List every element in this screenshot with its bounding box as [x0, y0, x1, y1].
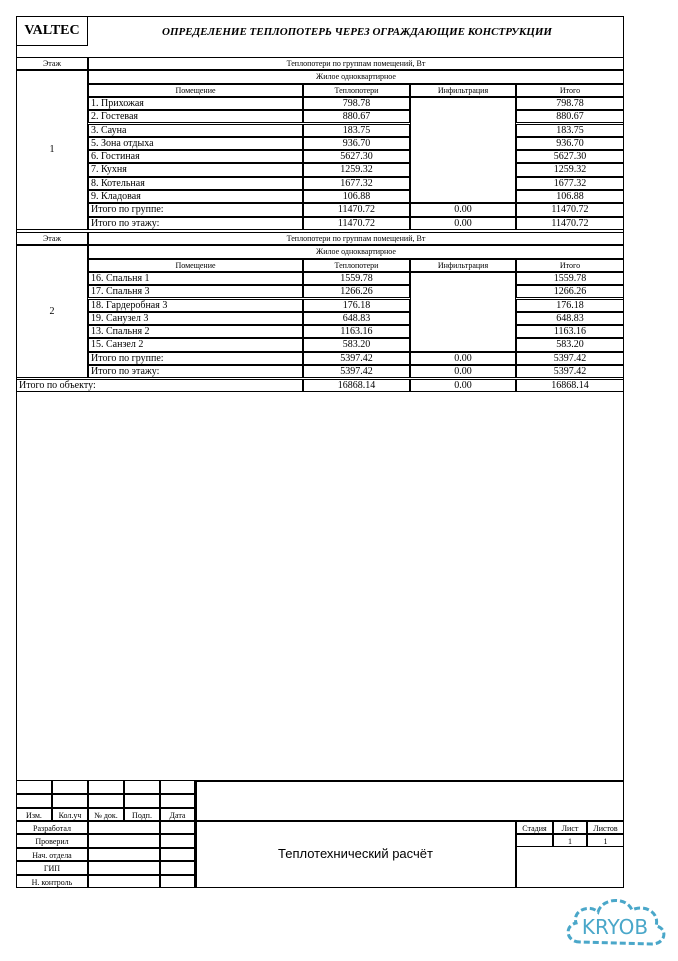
- room-name: 5. Зона отдыха: [88, 137, 303, 150]
- sheet-label: Лист: [553, 821, 587, 834]
- stamp-role: ГИП: [16, 861, 88, 874]
- floor-total-infiltration: 0.00: [410, 365, 516, 378]
- revision-cell: [16, 794, 52, 808]
- stamp-column-header: Подп.: [124, 808, 160, 821]
- stamp-role: Проверил: [16, 834, 88, 847]
- column-header-infiltration: Инфильтрация: [410, 259, 516, 272]
- room-total: 583.20: [516, 338, 624, 351]
- stamp-sign-cell: [160, 875, 195, 888]
- column-header-room: Помещение: [88, 259, 303, 272]
- stamp-left-divider: [195, 780, 197, 888]
- floor-label: Этаж: [16, 57, 88, 70]
- infiltration-merged-cell: [410, 97, 516, 203]
- stamp-name-cell: [88, 821, 160, 834]
- stage-label: Стадия: [516, 821, 553, 834]
- group-total-loss: 11470.72: [303, 203, 410, 216]
- room-heat-loss: 1163.16: [303, 325, 410, 338]
- document-title: ОПРЕДЕЛЕНИЕ ТЕПЛОПОТЕРЬ ЧЕРЕЗ ОГРАЖДАЮЩИЕ КОНСТРУКЦИИ: [162, 26, 552, 38]
- room-total: 5627.30: [516, 150, 624, 163]
- document-name: Теплотехнический расчёт: [278, 846, 433, 861]
- room-total: 1266.26: [516, 285, 624, 298]
- floor-total-infiltration: 0.00: [410, 217, 516, 230]
- room-heat-loss: 176.18: [303, 299, 410, 312]
- room-name: 1. Прихожая: [88, 97, 303, 110]
- room-name: 16. Спальня 1: [88, 272, 303, 285]
- stamp-role: Н. контроль: [16, 875, 88, 888]
- group-total-infiltration: 0.00: [410, 352, 516, 365]
- room-heat-loss: 1266.26: [303, 285, 410, 298]
- floor-number: 1: [16, 70, 88, 230]
- room-heat-loss: 1677.32: [303, 177, 410, 190]
- floor-label: Этаж: [16, 232, 88, 245]
- room-heat-loss: 583.20: [303, 338, 410, 351]
- column-header-loss: Теплопотери: [303, 84, 410, 97]
- revision-cell: [124, 780, 160, 794]
- sheets-value: 1: [587, 834, 624, 847]
- room-total: 1259.32: [516, 163, 624, 176]
- group-total-infiltration: 0.00: [410, 203, 516, 216]
- group-total-loss: 5397.42: [303, 352, 410, 365]
- object-total-infiltration: 0.00: [410, 379, 516, 392]
- room-heat-loss: 5627.30: [303, 150, 410, 163]
- object-total-total: 16868.14: [516, 379, 624, 392]
- stamp-name-cell: [88, 834, 160, 847]
- room-name: 9. Кладовая: [88, 190, 303, 203]
- stamp-sign-cell: [160, 821, 195, 834]
- revision-cell: [52, 780, 88, 794]
- group-total-total: 5397.42: [516, 352, 624, 365]
- stamp-name-cell: [88, 848, 160, 861]
- room-total: 183.75: [516, 124, 624, 137]
- room-name: 2. Гостевая: [88, 110, 303, 123]
- column-header-infiltration: Инфильтрация: [410, 84, 516, 97]
- object-total-loss: 16868.14: [303, 379, 410, 392]
- column-header-total: Итого: [516, 259, 624, 272]
- group-total-total: 11470.72: [516, 203, 624, 216]
- floor-number: 2: [16, 245, 88, 378]
- room-name: 17. Спальня 3: [88, 285, 303, 298]
- room-total: 936.70: [516, 137, 624, 150]
- floor-total-total: 11470.72: [516, 217, 624, 230]
- room-total: 798.78: [516, 97, 624, 110]
- room-heat-loss: 798.78: [303, 97, 410, 110]
- room-heat-loss: 1559.78: [303, 272, 410, 285]
- stamp-sign-cell: [160, 861, 195, 874]
- revision-cell: [52, 794, 88, 808]
- room-total: 1163.16: [516, 325, 624, 338]
- floor-total-loss: 11470.72: [303, 217, 410, 230]
- floor-total-label: Итого по этажу:: [88, 365, 303, 378]
- room-name: 7. Кухня: [88, 163, 303, 176]
- room-heat-loss: 183.75: [303, 124, 410, 137]
- sheets-label: Листов: [587, 821, 624, 834]
- column-header-loss: Теплопотери: [303, 259, 410, 272]
- room-total: 648.83: [516, 312, 624, 325]
- stamp-sign-cell: [160, 848, 195, 861]
- sheet-value: 1: [553, 834, 587, 847]
- group-header: Теплопотери по группам помещений, Вт: [88, 57, 624, 70]
- room-heat-loss: 936.70: [303, 137, 410, 150]
- room-name: 3. Сауна: [88, 124, 303, 137]
- room-heat-loss: 648.83: [303, 312, 410, 325]
- floor-total-loss: 5397.42: [303, 365, 410, 378]
- revision-cell: [88, 780, 124, 794]
- column-header-total: Итого: [516, 84, 624, 97]
- room-total: 176.18: [516, 299, 624, 312]
- cloud-logo-icon: [560, 890, 670, 956]
- room-heat-loss: 1259.32: [303, 163, 410, 176]
- stamp-column-header: Кол.уч: [52, 808, 88, 821]
- room-total: 880.67: [516, 110, 624, 123]
- infiltration-merged-cell: [410, 272, 516, 352]
- revision-cell: [160, 780, 195, 794]
- revision-cell: [88, 794, 124, 808]
- group-name: Жилое одноквартирное: [88, 245, 624, 258]
- stage-value: [516, 834, 553, 847]
- stamp-name-cell: [88, 875, 160, 888]
- floor-total-label: Итого по этажу:: [88, 217, 303, 230]
- room-name: 13. Спальня 2: [88, 325, 303, 338]
- room-heat-loss: 880.67: [303, 110, 410, 123]
- revision-cell: [124, 794, 160, 808]
- stamp-role: Нач. отдела: [16, 848, 88, 861]
- group-total-label: Итого по группе:: [88, 352, 303, 365]
- stamp-name-cell: [88, 861, 160, 874]
- stamp-role: Разработал: [16, 821, 88, 834]
- room-name: 19. Санузел 3: [88, 312, 303, 325]
- object-total-label: Итого по объекту:: [16, 379, 303, 392]
- room-name: 15. Санзел 2: [88, 338, 303, 351]
- room-total: 1559.78: [516, 272, 624, 285]
- valtec-logo: VALTEC: [16, 16, 88, 46]
- room-total: 106.88: [516, 190, 624, 203]
- stamp-column-header: Изм.: [16, 808, 52, 821]
- stamp-column-header: Дата: [160, 808, 195, 821]
- stamp-sign-cell: [160, 834, 195, 847]
- room-name: 8. Котельная: [88, 177, 303, 190]
- room-name: 18. Гардеробная 3: [88, 299, 303, 312]
- watermark-text: KRYOB: [581, 915, 649, 939]
- group-header: Теплопотери по группам помещений, Вт: [88, 232, 624, 245]
- stamp-column-header: № док.: [88, 808, 124, 821]
- kryob-watermark: [560, 890, 670, 956]
- group-name: Жилое одноквартирное: [88, 70, 624, 83]
- floor-total-total: 5397.42: [516, 365, 624, 378]
- room-total: 1677.32: [516, 177, 624, 190]
- revision-cell: [16, 780, 52, 794]
- group-total-label: Итого по группе:: [88, 203, 303, 216]
- column-header-room: Помещение: [88, 84, 303, 97]
- room-heat-loss: 106.88: [303, 190, 410, 203]
- revision-cell: [160, 794, 195, 808]
- room-name: 6. Гостиная: [88, 150, 303, 163]
